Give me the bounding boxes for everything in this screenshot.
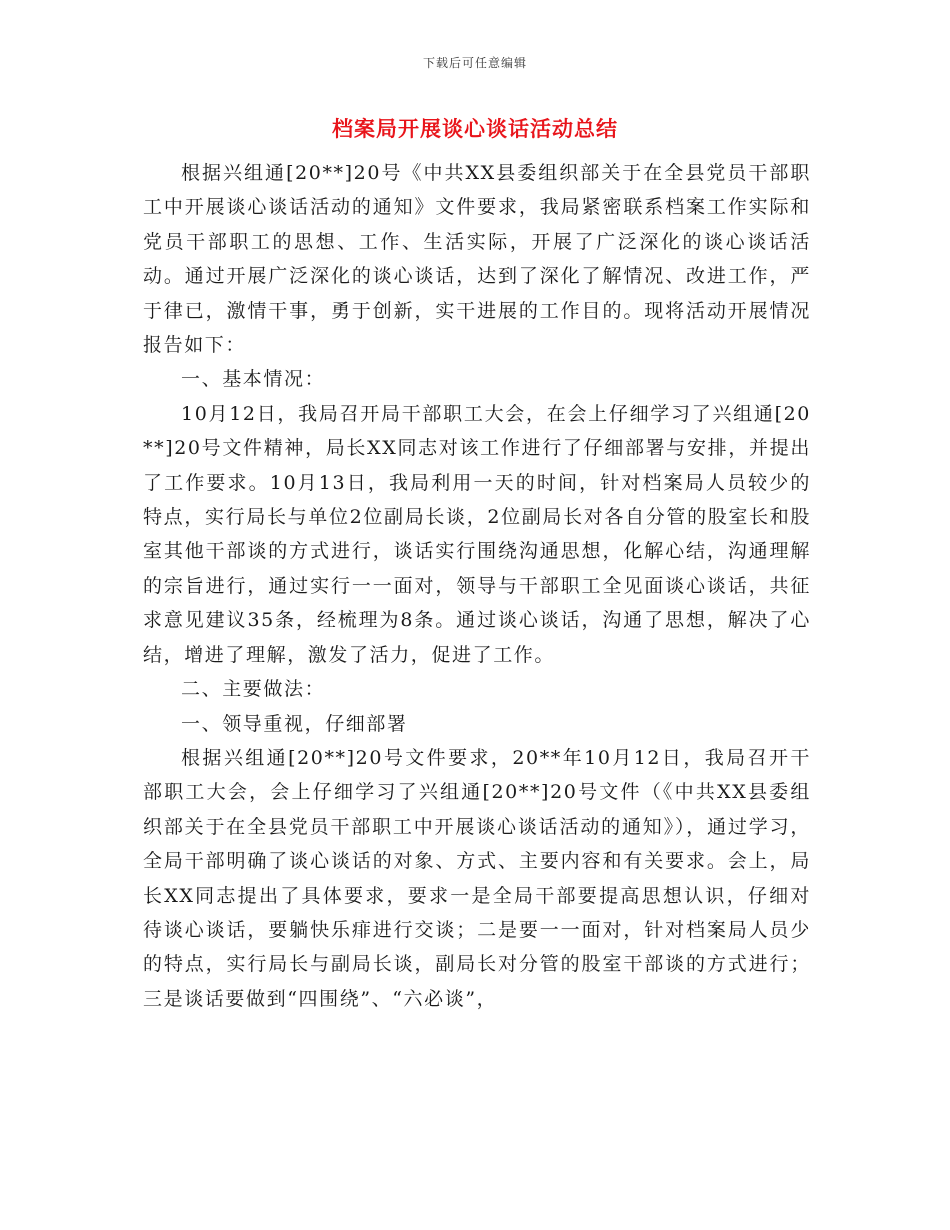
heading-main-practices: 二、主要做法：: [181, 678, 326, 701]
document-body: [143, 156, 811, 1016]
subheading-leadership: 一、领导重视，仔细部署: [181, 712, 408, 735]
paragraph-basic-situation: 10月12日，我局召开局干部职工大会，在会上仔细学习了兴组通[20**]20号文件精神，局长XX同志对该工作进行了仔细部署与安排，并提出了工作要求。10月13日，我局利用一天的时间，针对档案局人员较少的特点，实行局长与单位2位副局长谈，2位副局长对各自分管的股室长和股室其他干部谈的方式进行，谈话实行围绕沟通思想，化解心结，沟通理解的宗旨进行，通过实行一一面对，领导与干部职工全见面谈心谈话，共征求意见建议35条，经梳理为8条。通过谈心谈话，沟通了思想，解决了心结，增进了理解，激发了活力，促进了工作。: [143, 402, 811, 666]
paragraph-intro: 根据兴组通[20**]20号《中共XX县委组织部关于在全县党员干部职工中开展谈心谈话活动的通知》文件要求，我局紧密联系档案工作实际和党员干部职工的思想、工作、生活实际，开展了广泛深化的谈心谈话活动。通过开展广泛深化的谈心谈话，达到了深化了解情况、改进工作，严于律已，激情干事，勇于创新，实干进展的工作目的。现将活动开展情况报告如下：: [143, 162, 811, 357]
heading-basic-situation: 一、基本情况：: [181, 368, 326, 391]
header-note: 下载后可任意编辑: [422, 56, 527, 70]
document-title: 档案局开展谈心谈话活动总结: [332, 116, 618, 141]
paragraph-leadership: 根据兴组通[20**]20号文件要求，20**年10月12日，我局召开干部职工大会，会上仔细学习了兴组通[20**]20号文件（《中共XX县委组织部关于在全县党员干部职工中开展谈心谈话活动的通知》），通过学习，全局干部明确了谈心谈话的对象、方式、主要内容和有关要求。会上，局长XX同志提出了具体要求，要求一是全局干部要提高思想认识，仔细对待谈心谈话，要躺快乐痱进行交谈；二是要一一面对，针对档案局人员少的特点，实行局长与副局长谈，副局长对分管的股室干部谈的方式进行；三是谈话要做到“四围绕”、“六必谈”，: [143, 746, 811, 1010]
